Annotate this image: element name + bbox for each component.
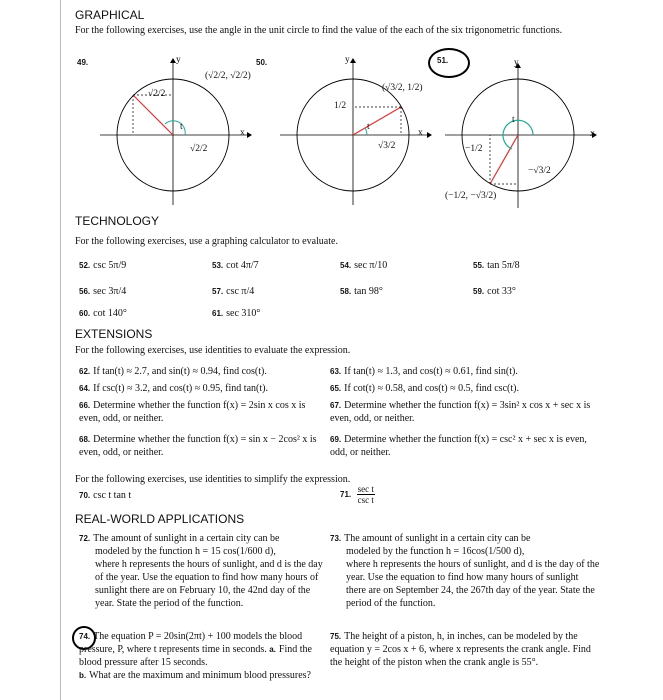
- ext-item-71: 71. sec t csc t: [340, 484, 374, 505]
- ex50-number: 50.: [256, 58, 268, 67]
- ext-item-70: 70. csc t tan t: [79, 490, 132, 501]
- ex51-axis-y: y: [514, 58, 519, 68]
- ext-item-67: 67. Determine whether the function f(x) = 3sin² x cos x + sec x is even, odd, or neither.: [330, 400, 591, 424]
- ext-item-62: 62. If tan(t) ≈ 2.7, and sin(t) ≈ 0.94, find cos(t).: [79, 366, 267, 377]
- ex49-side-label: √2/2: [148, 89, 166, 99]
- ex49-axis-x: x: [240, 128, 245, 138]
- ext-item-66: 66. Determine whether the function f(x) = 2sin x cos x is even, odd, or neither.: [79, 400, 306, 424]
- ext-item-63: 63. If tan(t) ≈ 1.3, and cos(t) ≈ 0.61, find sin(t).: [330, 366, 518, 377]
- rw-item-75: 75. The height of a piston, h, in inches, can be modeled by the equation y = 2cos x + 6, where x represents the crank angle. Find the height of the piston when the crank angle is 55°.: [330, 631, 591, 668]
- tech-item-52: 52. csc 5π/9: [79, 260, 127, 271]
- ext-item-69: 69. Determine whether the function f(x) = csc² x + sec x is even, odd, or neither.: [330, 434, 587, 458]
- rw-item-74: 74. The equation P = 20sin(2πt) + 100 models the blood pressure, P, where t represents time in seconds. a. Find the blood pressure after 15 seconds. b. What are the maximum and minimum blood pressures?: [79, 631, 312, 681]
- extensions-intro: For the following exercises, use identities to evaluate the expression.: [75, 345, 351, 356]
- ex49-bottom-label: √2/2: [190, 144, 208, 154]
- ex51-point-label: (−1/2, −√3/2): [445, 191, 497, 201]
- ex49-axis-y: y: [176, 55, 181, 65]
- ex50-point-label: (√3/2, 1/2): [382, 83, 423, 93]
- ex51-number: 51.: [437, 56, 449, 65]
- tech-item-53: 53. cot 4π/7: [212, 260, 259, 271]
- ex49-angle-t: t: [180, 122, 183, 132]
- ex50-angle-t: t: [367, 122, 370, 132]
- ex50-axis-x: x: [418, 128, 423, 138]
- tech-item-56: 56. sec 3π/4: [79, 286, 127, 297]
- ex51-axis-x: x: [590, 129, 595, 139]
- tech-item-58: 58. tan 98°: [340, 286, 383, 297]
- rw-item-72: 72. The amount of sunlight in a certain city can be modeled by the function h = 15 cos(1/600 d), where h represents the hours of sunlight, and d is the day of the year. Use the equation to find how many hours of sunlight there are on February 10, the 42nd day of the year. State the period of the function.: [79, 533, 323, 609]
- ext-item-65: 65. If cot(t) ≈ 0.58, and cos(t) ≈ 0.5, find csc(t).: [330, 383, 519, 394]
- ex51-angle-t: t: [512, 115, 515, 125]
- ex50-axis-y: y: [345, 55, 350, 65]
- tech-item-55: 55. tan 5π/8: [473, 260, 520, 271]
- rw-item-73: 73. The amount of sunlight in a certain city can be modeled by the function h = 16cos(1/500 d), where h represents the hours of sunlight, and d is the day of the year. Use the equation to find how many hours of sunlight there are on September 24, the 267th day of the year. State the period of the function.: [330, 533, 600, 609]
- tech-item-57: 57. csc π/4: [212, 286, 255, 297]
- ex51-right-label: −√3/2: [528, 166, 551, 176]
- tech-item-61: 61. sec 310°: [212, 308, 261, 319]
- ex51-side-label: −1/2: [465, 144, 483, 154]
- tech-item-59: 59. cot 33°: [473, 286, 516, 297]
- realworld-heading: REAL-WORLD APPLICATIONS: [75, 512, 245, 526]
- tech-item-60: 60. cot 140°: [79, 308, 127, 319]
- extensions-intro-2: For the following exercises, use identities to simplify the expression.: [75, 474, 351, 485]
- ex49-point-label: (√2/2, √2/2): [205, 71, 251, 81]
- ext-item-68: 68. Determine whether the function f(x) = sin x − 2cos² x is even, odd, or neither.: [79, 434, 317, 458]
- graphical-heading: GRAPHICAL: [75, 8, 145, 22]
- graphical-intro: For the following exercises, use the angle in the unit circle to find the value of the each of the six trigonometric functions.: [75, 25, 563, 36]
- tech-item-54: 54. sec π/10: [340, 260, 388, 271]
- ex50-unit-circle: [275, 55, 435, 215]
- technology-intro: For the following exercises, use a graphing calculator to evaluate.: [75, 236, 338, 247]
- technology-heading: TECHNOLOGY: [75, 214, 160, 228]
- ext-item-64: 64. If csc(t) ≈ 3.2, and cos(t) ≈ 0.95, find tan(t).: [79, 383, 268, 394]
- ex50-side-label: 1/2: [334, 101, 347, 111]
- ex49-number: 49.: [77, 58, 89, 67]
- extensions-heading: EXTENSIONS: [75, 327, 153, 341]
- ex50-bottom-label: √3/2: [378, 141, 396, 151]
